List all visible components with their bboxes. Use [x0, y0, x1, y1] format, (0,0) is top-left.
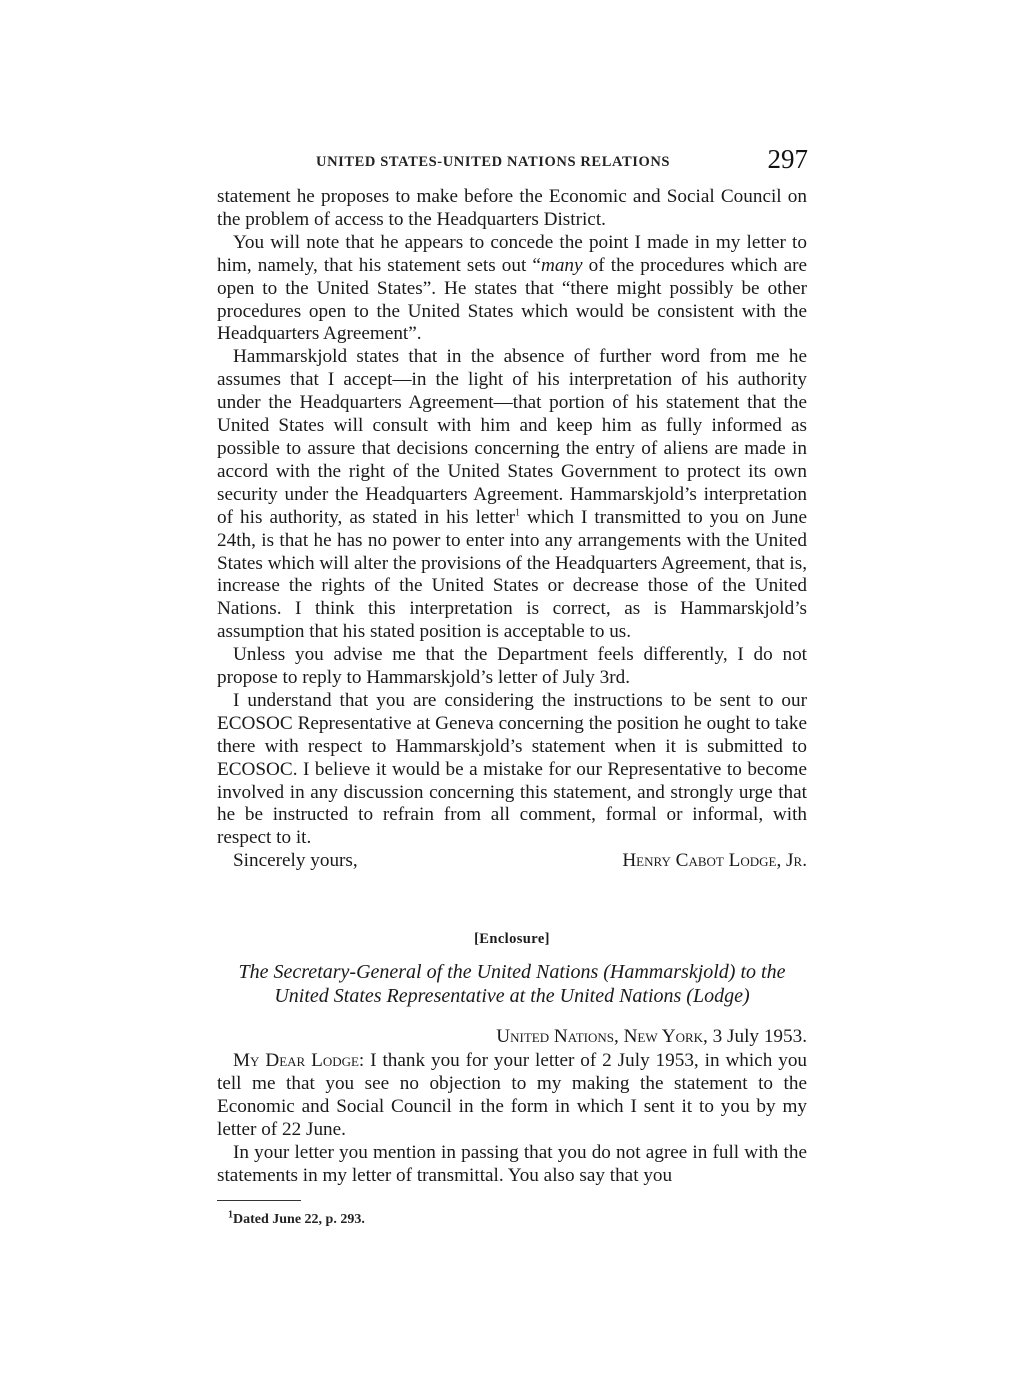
signature-row — [217, 850, 807, 873]
page-number: 297 — [767, 144, 808, 174]
dateline — [217, 1026, 807, 1048]
document-heading — [217, 960, 807, 1008]
footnote-mark: 1 — [228, 1209, 233, 1221]
paragraph-department: Unless you advise me that the Department feels differently, I do not propose to reply to Hammarskjold’s letter of July 3rd. — [217, 644, 807, 689]
heading-line-1: The Secretary-General of the United Nations (Hammarskjold) to the — [238, 961, 786, 983]
footnote-reference: 1 — [515, 507, 520, 519]
footnote — [228, 1209, 365, 1228]
paragraph-ecosoc: I understand that you are considering the instructions to be sent to our ECOSOC Representative at Geneva concerning the position he ought to take there with respect to Hammarskjold’s statement when it is submitted to ECOSOC. I believe it would be a mistake for our Representative to become involved in any discussion concerning this statement, and strongly urge that he be instructed to refrain from all comment, formal or informal, with respect to it. — [217, 689, 807, 849]
heading-line-2: United States Representative at the United Nations (Lodge) — [274, 985, 750, 1007]
paragraph-transmittal: In your letter you mention in passing that you do not agree in full with the statements in my letter of transmittal. You also say that you — [217, 1141, 807, 1186]
paragraph-hammarskjold: Hammarskjold states that in the absence of further word from me he assumes that I accept—in the light of his interpretation of his authority under the Headquarters Agreement—that portion of his statement that the United States will consult with him and keep him as fully informed as possible to assure that decisions concerning the entry of aliens are made in accord with the right of the United States Government to protect its own security under the Headquarters Agreement. Hammarskjold’s interpretation of his authority, as stated in his letter$^1$ which I transmitted to you on June 24th, is that he has no power to enter into any arrangements with the United States which will alter the provisions of the Headquarters Agreement, that is, increase the rights of the United States or decrease those of the United Nations. I think this interpretation is correct, as is Hammarskjold’s assumption that his stated position is acceptable to us. — [217, 346, 807, 643]
paragraph-continuation: statement he proposes to make before the Economic and Social Council on the problem of access to the Headquarters District. — [217, 186, 807, 230]
paragraph-thanks: My Dear Lodge: I thank you for your letter of 2 July 1953, in which you tell me that you see no objection to my making the statement to the Economic and Social Council in the form in which I sent it to you by my letter of 22 June. — [217, 1050, 808, 1140]
running-header — [316, 144, 808, 180]
paragraph-concede: You will note that he appears to concede the point I made in my letter to him, namely, that his statement sets out “many of the procedures which are open to the United States”. He states that “there might possibly be other procedures open to the United States which would be consistent with the Headquarters Agreement”. — [217, 231, 807, 345]
closing: Sincerely yours, — [233, 850, 358, 872]
emphasis-many: many — [540, 254, 583, 276]
dateline-place: United Nations, New York, — [496, 1026, 708, 1047]
enclosure-label: [Enclosure] — [474, 931, 550, 947]
footnote-rule — [217, 1200, 301, 1201]
enclosure-letter — [217, 1050, 807, 1187]
signature: Henry Cabot Lodge, Jr. — [622, 850, 807, 872]
salutation: My Dear Lodge: — [233, 1050, 365, 1071]
dateline-date: 3 July 1953. — [712, 1026, 807, 1047]
footnote-text: Dated June 22, p. 293. — [233, 1212, 365, 1227]
running-title: UNITED STATES-UNITED NATIONS RELATIONS — [316, 154, 671, 170]
letter-body — [217, 186, 807, 873]
